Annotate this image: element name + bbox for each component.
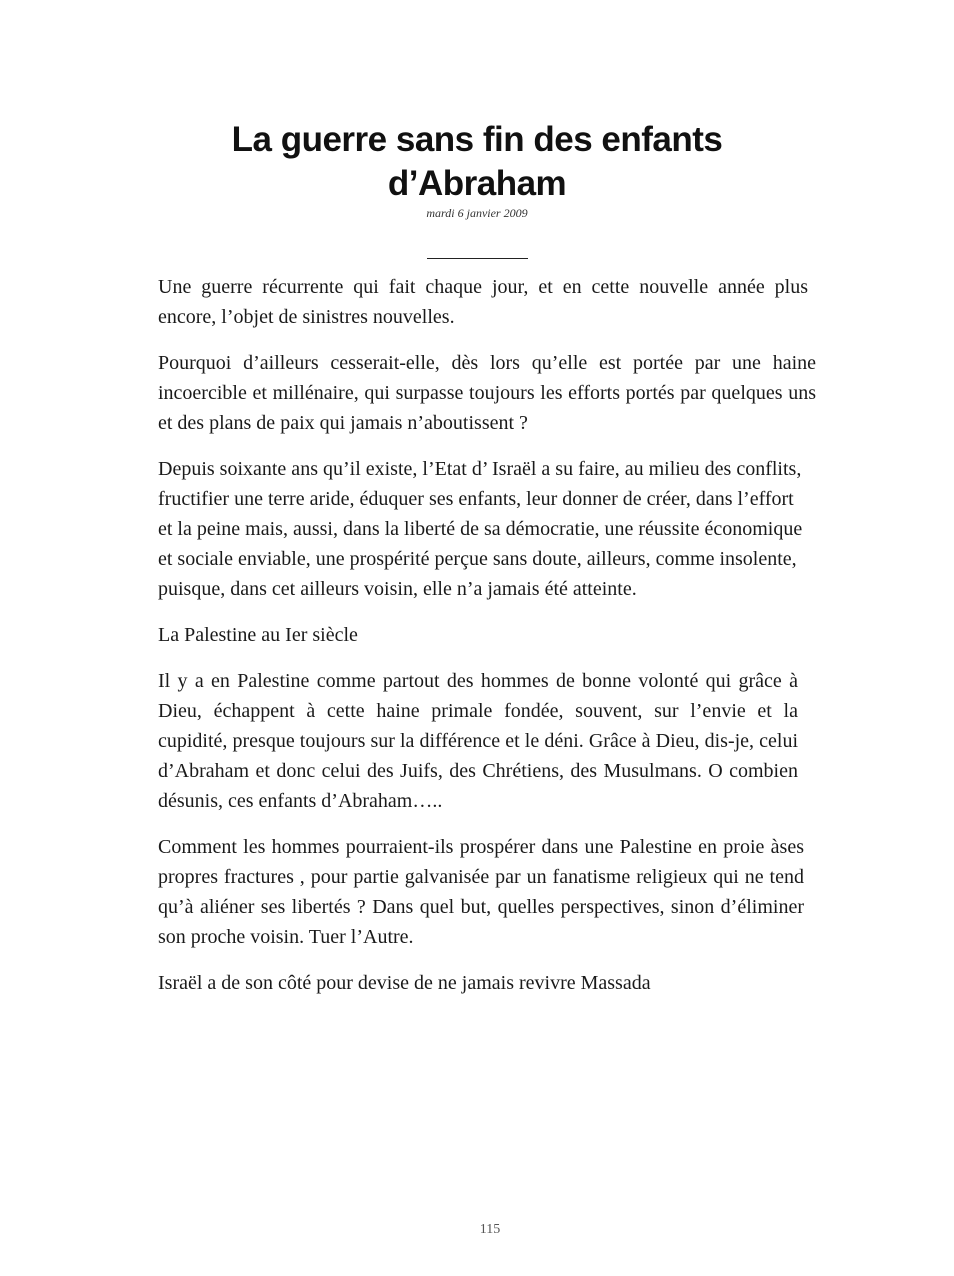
paragraph-4: Il y a en Palestine comme partout des hommes de bonne volonté qui grâce à Dieu, échappent à cette haine primale fondée, souvent, sur l’envie et la cupidité, presque toujours sur la différence et le déni. Grâce à Dieu, dis-je, celui d’Abraham et donc celui des Juifs, des Chrétiens, des Musulmans. O combien désunis, ces enfants d’Abraham….. — [158, 670, 798, 812]
title-line-1: La guerre sans fin des enfants — [231, 120, 723, 159]
paragraph-6: Israël a de son côté pour devise de ne jamais revivre Massada — [158, 972, 651, 994]
publication-date: mardi 6 janvier 2009 — [426, 206, 528, 220]
paragraph-1: Une guerre récurrente qui fait chaque jour, et en cette nouvelle année plus encore, l’objet de sinistres nouvelles. — [158, 276, 808, 328]
separator-rule — [427, 258, 528, 259]
paragraph-5: Comment les hommes pourraient-ils prospérer dans une Palestine en proie àses propres fractures , pour partie galvanisée par un fanatisme religieux qui ne tend qu’à aliéner ses libertés ? Dans quel but, quelles perspectives, sinon d’éliminer son proche voisin. Tuer l’Autre. — [158, 836, 804, 948]
title-line-2: d’Abraham — [387, 164, 567, 203]
paragraph-2: Pourquoi d’ailleurs cesserait-elle, dès lors qu’elle est portée par une haine incoercible et millénaire, qui surpasse toujours les efforts portés par quelques uns et des plans de paix qui jamais n’aboutissent ? — [158, 352, 816, 434]
article-body — [158, 272, 816, 1014]
page-title — [0, 118, 954, 206]
section-heading: La Palestine au Ier siècle — [158, 624, 358, 646]
page-number: 115 — [479, 1222, 501, 1237]
paragraph-3: Depuis soixante ans qu’il existe, l’Etat d’ Israël a su faire, au milieu des conflits, fructifier une terre aride, éduquer ses enfants, leur donner de créer, dans l’effort et la peine mais, aussi, dans la liberté de sa démocratie, une réussite économique et sociale enviable, une prospérité perçue sans doute, ailleurs, comme insolente, puisque, dans cet ailleurs voisin, elle n’a jamais été atteinte. — [158, 458, 803, 600]
